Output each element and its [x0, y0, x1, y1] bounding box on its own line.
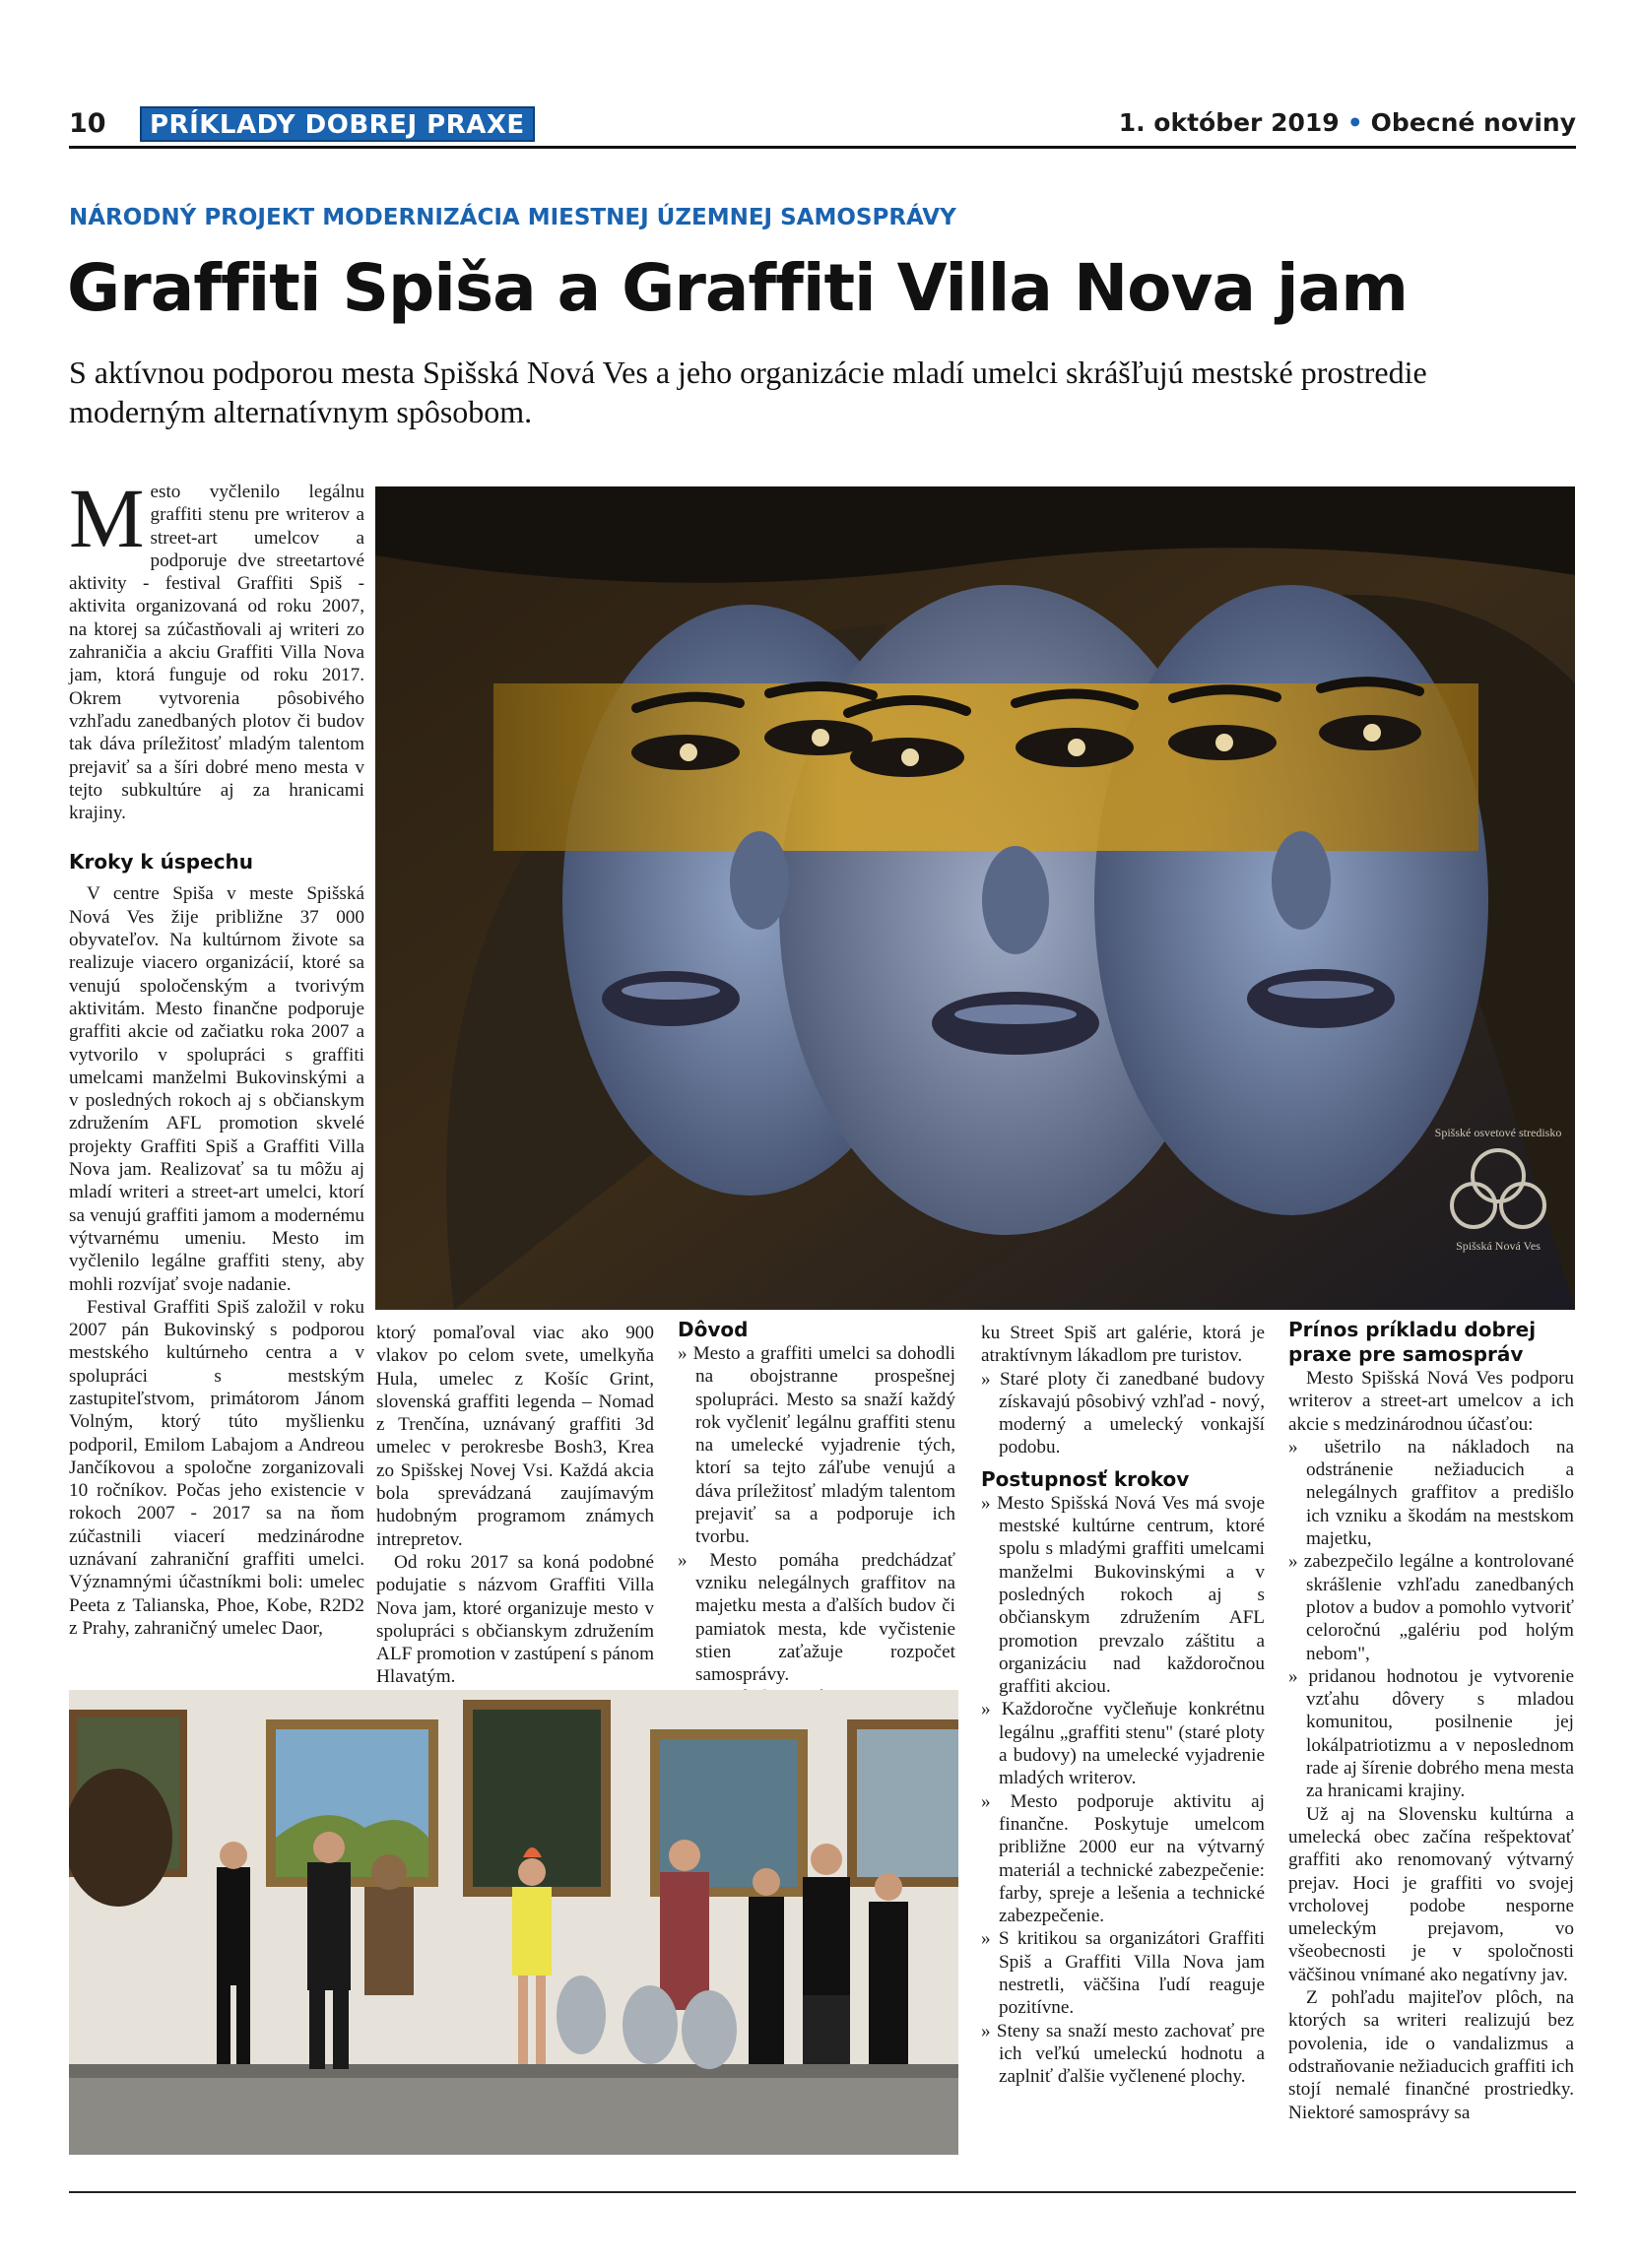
list-item: » Mesto pomáha predchádzať vzniku nelegálnych graffitov na majetku mesta a ďalších budov či pamiatok mesta, kde vyčistenie stien zaťažuje rozpočet samosprávy. — [678, 1549, 955, 1687]
column-1 — [69, 471, 364, 1640]
watermark-text-top: Spišské osvetové stredisko — [1434, 1126, 1562, 1139]
page-number: 10 — [69, 108, 106, 139]
separator: • — [1346, 108, 1363, 137]
group-photo — [69, 1690, 958, 2155]
list-item: » ušetrilo na nákladoch na odstránenie nežiaducich a nelegálnych graffitov a predišlo ich vzniku a škodám na mestskom majetku, — [1288, 1436, 1574, 1550]
paragraph: Festival Graffiti Spiš založil v roku 2007 pán Bukovinský s podporou mestského kultúrneho centra a v spolupráci s mestským zastupiteľstvom, primátorom Jánom Volným, ktorý túto myšlienku podporil, Emilom Labajom a Andreou Jančíkovou a spoločne zorganizovali 10 ročníkov. Počas jeho existencie v rokoch 2007 - 2017 sa na ňom zúčastnili viacerí medzinárodne uznávaní zahraniční graffiti umelci. Významnými účastníkmi boli: umelec Peeta z Talianska, Phoe, Kobe, R2D2 z Prahy, zahraničný umelec Daor, — [69, 1296, 364, 1639]
subheading-dovod: Dôvod — [678, 1318, 749, 1341]
paragraph: Už aj na Slovensku kultúrna a umelecká obec začína rešpektovať graffiti ako renomovaný výtvarný prejav. Hoci je graffiti vo svojej vrcholovej podobe nesporne umeleckým prejavom, vo všeobecnosti je v spoločnosti väčšinou vnímané ako negatívny jav. — [1288, 1803, 1574, 1985]
mural-illustration — [375, 486, 1575, 1310]
list-item: » Mesto a graffiti umelci sa dohodli na obojstranne prospešnej spolupráci. Mesto sa snaží každý rok vyčleniť legálnu graffiti stenu na umelecké vyjadrenie tých, ktorí sa tejto záľube venujú a dáva príležitosť mladým talentom prejaviť sa a podporuje ich tvorbu. — [678, 1342, 955, 1549]
postupnost-list — [981, 1492, 1265, 2089]
subheading-postupnost: Postupnosť krokov — [981, 1466, 1190, 1491]
intro-paragraph — [69, 471, 364, 824]
mural-photo — [375, 486, 1575, 1310]
subheading-kroky: Kroky k úspechu — [69, 850, 254, 875]
dovod-list-cont — [981, 1368, 1265, 1459]
prinos-list — [1288, 1436, 1574, 1803]
column-2 — [376, 1322, 654, 1689]
list-item: » Mesto podporuje aktivitu aj finančne. Poskytuje umelcom približne 2000 eur na výtvarný materiál a technické zabezpečenie: farby, spreje a lešenia a technické zabezpečenie. — [981, 1790, 1265, 1928]
column-3 — [678, 1318, 955, 1710]
list-item: » Mesto Spišská Nová Ves má svoje mestské kultúrne centrum, ktoré spolu s mladými graffiti umelcami manželmi Bukovinskými a v posledných rokoch aj s občianskym združením AFL promotion prevzalo záštitu a organizáciu nad každoročnou graffiti akciou. — [981, 1492, 1265, 1699]
drop-cap: M — [69, 471, 145, 565]
list-item: » Každoročne vyčleňuje konkrétnu legálnu „graffiti stenu" (staré ploty a budovy) na umelecké vyjadrenie mladých writerov. — [981, 1698, 1265, 1789]
column-5 — [1288, 1318, 1574, 2124]
intro-text: esto vyčlenilo legálnu graffiti stenu pre writerov a street-art umelcov a podporuje dve streetartové aktivity - festival Graffiti Spiš - aktivita organizovaná od roku 2007, na ktorej sa zúčastňovali aj writeri zo zahraničia a akciu Graffiti Villa Nova jam, ktorá funguje od roku 2017. Okrem vytvorenia pôsobivého vzhľadu zanedbaných plotov či budov tak dáva príležitosť mladým talentom prejaviť sa a šíri dobré meno mesta v tejto subkultúre aj za hranicami krajiny. — [69, 482, 364, 824]
column-4 — [981, 1322, 1265, 2089]
page-header — [69, 106, 1576, 148]
article-lead: S aktívnou podporou mesta Spišská Nová Ves a jeho organizácie mladí umelci skrášľujú mestské prostredie moderným alternatívnym spôsobom. — [69, 355, 1427, 429]
paragraph: ku Street Spiš art galérie, ktorá je atraktívnym lákadlom pre turistov. — [981, 1323, 1265, 1367]
issue-date: 1. október 2019 — [1118, 108, 1340, 137]
section-tag: PRÍKLADY DOBREJ PRAXE — [140, 106, 535, 142]
publication-name: Obecné noviny — [1370, 108, 1576, 137]
paragraph: Mesto Spišská Nová Ves podporu writerov a street-art umelcov a ich akcie s medzinárodnou účasťou: — [1288, 1368, 1574, 1435]
paragraph: Od roku 2017 sa koná podobné podujatie s názvom Graffiti Villa Nova jam, ktoré organizuje mesto v spolupráci s občianskym združením ALF promotion v zastúpení s pánom Hlavatým. — [376, 1551, 654, 1688]
bear-figure — [69, 1769, 172, 1907]
header-rule — [69, 146, 1576, 149]
watermark-text-bottom: Spišská Nová Ves — [1456, 1239, 1541, 1253]
group-photo-illustration — [69, 1690, 958, 2155]
paragraph: V centre Spiša v meste Spišská Nová Ves žije približne 37 000 obyvateľov. Na kultúrnom živote sa realizuje viacero organizácií, ktoré sa venujú spoločenským a tvorivým aktivitám. Mesto finančne podporuje graffiti akcie od začiatku roka 2007 a vytvorilo v spolupráci s graffiti umelcami manželmi Bukovinskými a v posledných rokoch aj s občianskym združením AFL promotion skvelé projekty Graffiti Spiš a Graffiti Villa Nova jam. Realizovať sa tu môžu aj mladí writeri a street-art umelci, ktorí sa venujú graffiti jamom a modernému výtvarnému umeniu. Mesto im vyčlenilo legálne graffiti steny, aby mohli rozvíjať svoje nadanie. — [69, 883, 364, 1295]
paragraph: Z pohľadu majiteľov plôch, na ktorých sa writeri realizujú bez povolenia, ide o vandalizmus a odstraňovanie nežiaducich graffiti ich stojí nemalé finančné prostriedky. Niektoré samosprávy sa — [1288, 1987, 1575, 2123]
list-item: » Staré ploty či zanedbané budovy získavajú pôsobivý vzhľad - nový, moderný a umelecký vonkajší podobu. — [981, 1368, 1265, 1459]
subheading-prinos: Prínos príkladu dobrej praxe pre samospráv — [1288, 1318, 1537, 1366]
article-kicker: NÁRODNÝ PROJEKT MODERNIZÁCIA MIESTNEJ ÚZEMNEJ SAMOSPRÁVY — [69, 205, 956, 230]
list-item: » Steny sa snaží mesto zachovať pre ich veľkú umeleckú hodnotu a zaplniť ďalšie vyčlenené plochy. — [981, 2020, 1265, 2089]
list-item: » pridanou hodnotou je vytvorenie vzťahu dôvery s mladou komunitou, posilnenie jej lokálpatriotizmu a v neposlednom rade aj šírenie dobrého mena mesta za hranicami krajiny. — [1288, 1665, 1574, 1803]
list-item: » zabezpečilo legálne a kontrolované skrášlenie vzhľadu zanedbaných plotov a budov a pomohlo vytvoriť celoročnú „galériu pod holým nebom", — [1288, 1550, 1574, 1664]
footer-rule — [69, 2191, 1576, 2193]
dovod-list — [678, 1342, 955, 1710]
list-item: » S kritikou sa organizátori Graffiti Spiš a Graffiti Villa Nova jam nestretli, väčšina ľudí reaguje pozitívne. — [981, 1927, 1265, 2019]
paragraph: ktorý pomaľoval viac ako 900 vlakov po celom svete, umelkyňa Hula, umelec z Košíc Grint, slovenská graffiti legenda – Nomad z Trenčína, uznávaný graffiti 3d umelec v perokresbe Bosh3, Krea zo Spišskej Novej Vsi. Každá akcia bola sprevádzaná zaujímavým hudobným programom známych intrepretov. — [376, 1323, 654, 1550]
article-title: Graffiti Spiša a Graffiti Villa Nova jam — [67, 250, 1408, 326]
issue-info — [1119, 108, 1576, 137]
